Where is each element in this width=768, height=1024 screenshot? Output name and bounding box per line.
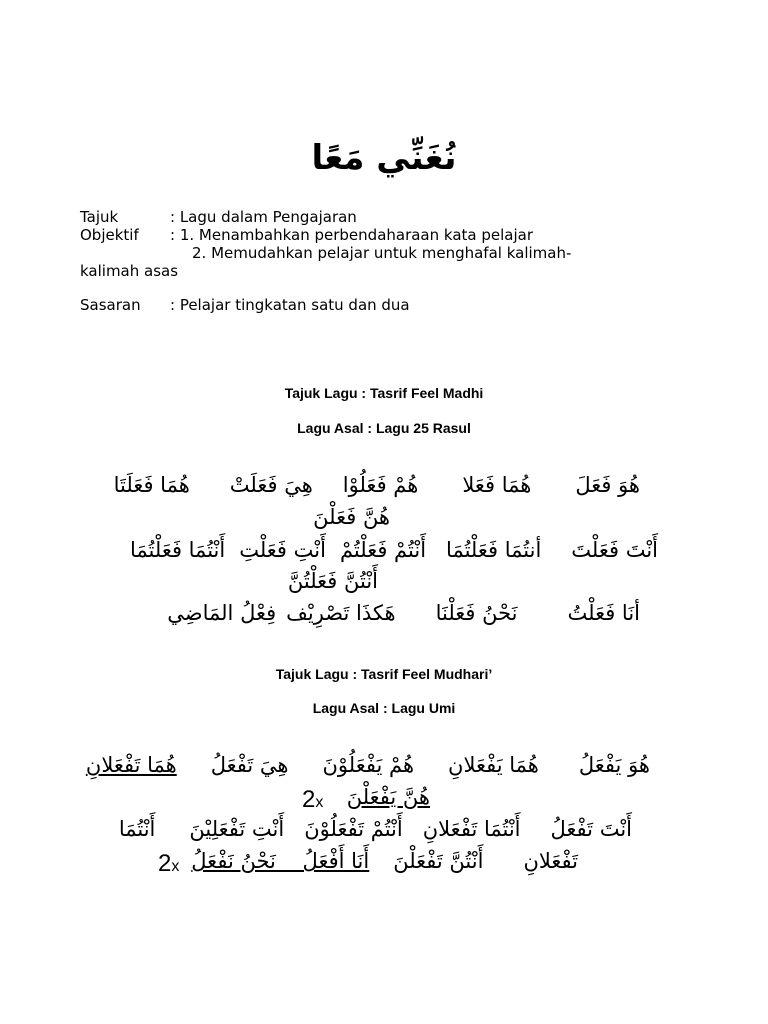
lyric-phrase: هُمْ فَعَلُوْا bbox=[342, 473, 419, 497]
lyric-phrase: هُوَ يَفْعَلُ bbox=[578, 753, 650, 777]
lyric-phrase: هِيَ فَعَلَتْ bbox=[229, 473, 313, 497]
repeat-marker bbox=[158, 850, 179, 881]
song1-line4 bbox=[288, 566, 378, 596]
song1-line1 bbox=[114, 470, 640, 500]
song2-line2 bbox=[347, 782, 430, 812]
song2-line1 bbox=[86, 750, 650, 780]
lyric-phrase: أنتُمَا فَعَلْتُمَا bbox=[446, 538, 542, 562]
repeat-x: x bbox=[315, 794, 324, 811]
lyric-phrase: أنَا فَعَلْتُ bbox=[567, 601, 640, 625]
song2-line3 bbox=[119, 814, 632, 844]
lyric-phrase: هُوَ فَعَلَ bbox=[575, 473, 640, 497]
lyric-phrase: هَكذَا تَصْرِيْف bbox=[286, 601, 396, 625]
lyric-phrase: أَنْتُمَا تَفْعَلانِ bbox=[422, 817, 521, 841]
lyric-phrase: هُمْ يَفْعَلُوْنَ bbox=[322, 753, 415, 777]
objektif-item-2-cont: kalimah asas bbox=[80, 262, 179, 280]
lyric-phrase-underlined: هُنَّ يَفْعَلْنَ bbox=[346, 785, 430, 809]
repeat-x: x bbox=[171, 858, 180, 875]
lyric-phrase-underlined: هُمَا تَفْعَلانِ bbox=[85, 753, 177, 777]
song1-title: Tajuk Lagu : Tasrif Feel Madhi bbox=[284, 385, 484, 401]
song2-title: Tajuk Lagu : Tasrif Feel Mudhari’ bbox=[275, 666, 493, 682]
sasaran-label: Sasaran bbox=[80, 296, 141, 314]
repeat-count: 2 bbox=[158, 850, 172, 877]
lyric-phrase: أَنْتُمَا فَعَلْتُمَا bbox=[129, 538, 226, 562]
song1-line5 bbox=[167, 598, 640, 628]
tajuk-value: : Lagu dalam Pengajaran bbox=[170, 208, 357, 226]
lyric-phrase: أَنْتُمَا bbox=[118, 817, 156, 841]
objektif-value: : 1. Menambahkan perbendaharaan kata pelajar bbox=[170, 226, 533, 244]
lyric-phrase: هُمَا فَعَلَتَا bbox=[113, 473, 190, 497]
lyric-phrase: تَفْعَلانِ bbox=[523, 849, 578, 873]
lyric-phrase: أَنْتُمْ تَفْعَلُوْنَ bbox=[304, 817, 403, 841]
song1-line2 bbox=[313, 502, 390, 532]
lyric-phrase: أَنْتُنَّ تَفْعَلْنَ bbox=[393, 849, 484, 873]
lyric-phrase: هُمَا فَعَلا bbox=[462, 473, 532, 497]
meta-tajuk-row bbox=[80, 208, 357, 226]
objektif-item-2: 2. Memudahkan pelajar untuk menghafal kalimah- bbox=[192, 244, 572, 262]
lyric-phrase: هُمَا يَفْعَلانِ bbox=[448, 753, 539, 777]
lyric-phrase-underlined: أَنَا أَفْعَلُ نَحْنُ نَفْعَلُ bbox=[191, 849, 370, 873]
lyric-phrase: أَنْتَ فَعَلْتَ bbox=[571, 538, 658, 562]
lyric-phrase: هِيَ تَفْعَلُ bbox=[210, 753, 289, 777]
meta-sasaran-row bbox=[80, 296, 410, 314]
repeat-marker bbox=[302, 786, 323, 817]
song1-origin: Lagu Asal : Lagu 25 Rasul bbox=[297, 420, 471, 436]
lyric-phrase: هُنَّ فَعَلْنَ bbox=[313, 505, 390, 529]
lyric-phrase: أَنْتِ فَعَلْتِ bbox=[239, 538, 326, 562]
lyric-phrase: نَحْنُ فَعَلْنَا bbox=[435, 601, 518, 625]
meta-objektif-row bbox=[80, 226, 533, 244]
repeat-count: 2 bbox=[302, 786, 316, 813]
sasaran-value: : Pelajar tingkatan satu dan dua bbox=[170, 296, 410, 314]
lyric-phrase: أَنْتُمْ فَعَلْتُمْ bbox=[339, 538, 427, 562]
lyric-phrase: فِعْلُ المَاضِي bbox=[167, 601, 277, 625]
lyric-phrase: أَنْتُنَّ فَعَلْتُنَّ bbox=[287, 569, 378, 593]
lyric-phrase: أَنْتِ تَفْعَلِيْنَ bbox=[189, 817, 285, 841]
page-title: نُغَنِّي مَعًا bbox=[311, 138, 457, 178]
tajuk-label: Tajuk bbox=[80, 208, 119, 226]
lyric-phrase: أَنْتَ تَفْعَلُ bbox=[550, 817, 632, 841]
song2-origin: Lagu Asal : Lagu Umi bbox=[312, 700, 456, 716]
song1-line3 bbox=[130, 535, 658, 565]
objektif-label: Objektif bbox=[80, 226, 139, 244]
song2-line4 bbox=[191, 846, 578, 876]
